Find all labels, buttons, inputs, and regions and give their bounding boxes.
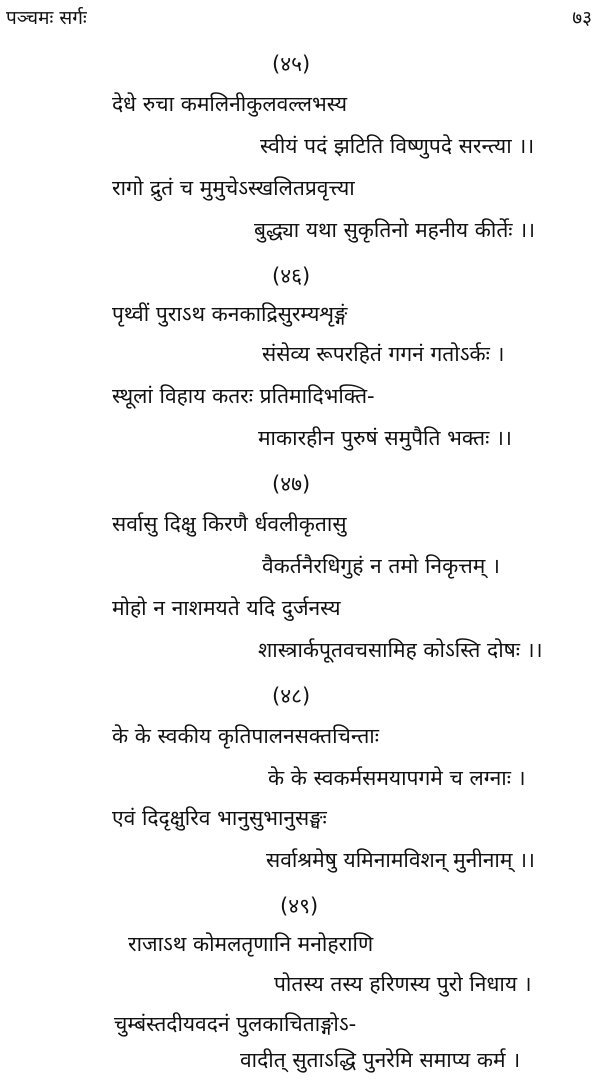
- verse-line: वादीत् सुताऽद्धि पुनरेमि समाप्य कर्म ।: [240, 1048, 521, 1072]
- verse-line: मोहो न नाशमयते यदि दुर्जनस्य: [112, 596, 341, 620]
- verse-line: चुम्बंस्तदीयवदनं पुलकाचिताङ्गोऽ-: [114, 1012, 357, 1036]
- verse-line: संसेव्य रूपरहितं गगनं गतोऽर्कः ।: [262, 342, 505, 366]
- verse-line: सर्वाश्रमेषु यमिनामविशन् मुनीनाम् ।।: [266, 848, 536, 872]
- verse-number: (४५): [272, 52, 311, 76]
- verse-line: के के स्वकर्मसमयापगमे च लग्नाः ।: [268, 766, 526, 790]
- verse-line: स्थूलां विहाय कतरः प्रतिमादिभक्ति-: [112, 384, 375, 408]
- verse-line: के के स्वकीय कृतिपालनसक्तचिन्ताः: [112, 724, 379, 748]
- verse-line: देधे रुचा कमलिनीकुलवल्लभस्य: [112, 92, 348, 116]
- verse-line: एवं दिदृक्षुरिव भानुसुभानुसङ्घः: [112, 806, 327, 830]
- verse-number: (४९): [280, 894, 319, 918]
- verse-number: (४६): [272, 264, 311, 288]
- verse-line: पोतस्य तस्य हरिणस्य पुरो निधाय ।: [274, 972, 532, 996]
- verse-line: सर्वासु दिक्षु किरणै र्धवलीकृतासु: [112, 512, 347, 536]
- verse-line: माकारहीन पुरुषं समुपैति भक्तः ।।: [258, 426, 512, 450]
- verse-line: रागो द्रुतं च मुमुचेऽस्खलितप्रवृत्त्या: [112, 176, 355, 200]
- verse-line: बुद्ध्या यथा सुकृतिनो महनीय कीर्तेः ।।: [254, 218, 536, 242]
- verse-number: (४८): [272, 684, 311, 708]
- verse-line: शास्त्रार्कपूतवचसामिह कोऽस्ति दोषः ।।: [258, 638, 543, 662]
- verse-line: स्वीयं पदं झटिति विष्णुपदे सरन्त्या ।।: [260, 134, 535, 158]
- page-number: ७३: [572, 7, 592, 29]
- verse-line: वैकर्तनैरधिगुहं न तमो निकृत्तम् ।: [262, 554, 500, 578]
- chapter-header: पञ्चमः सर्गः: [6, 7, 87, 29]
- verse-number: (४७): [272, 472, 311, 496]
- verse-line: पृथ्वीं पुराऽथ कनकाद्रिसुरम्यशृङ्गं: [112, 302, 348, 326]
- verse-line: राजाऽथ कोमलतृणानि मनोहराणि: [128, 932, 374, 956]
